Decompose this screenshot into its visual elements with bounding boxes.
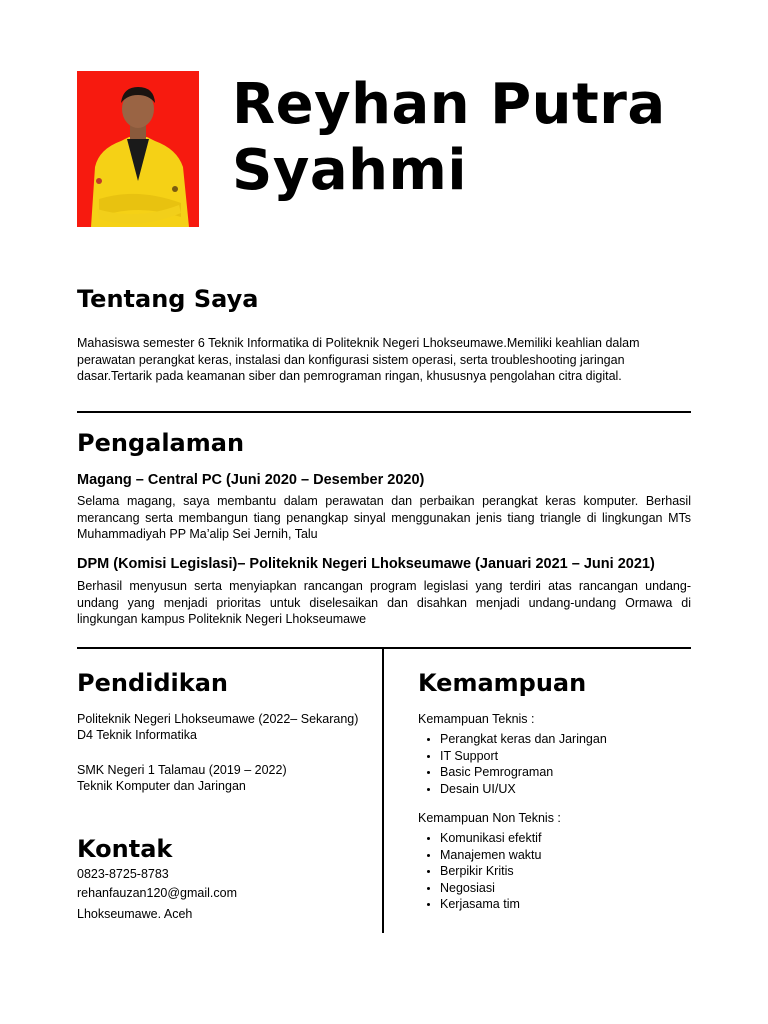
contact-location: Lhokseumawe. Aceh [77, 907, 193, 921]
list-item [418, 731, 607, 748]
list-item [418, 847, 541, 864]
candidate-name [232, 72, 732, 204]
bullet-icon [427, 903, 430, 906]
bullet-icon [427, 771, 430, 774]
skills-heading: Kemampuan [418, 669, 587, 697]
experience-title-2: DPM (Komisi Legislasi)– Politeknik Negeri Lhokseumawe (Januari 2021 – Juni 2021) [77, 556, 655, 572]
skill-label: Negosiasi [440, 880, 495, 895]
list-item [418, 880, 541, 897]
skill-label: Perangkat keras dan Jaringan [440, 732, 607, 746]
non-technical-skills-label: Kemampuan Non Teknis : [418, 811, 561, 825]
profile-photo [77, 71, 199, 227]
name-line-2: Syahmi [232, 138, 468, 203]
bullet-icon [427, 837, 430, 840]
bullet-icon [427, 870, 430, 873]
skill-label: Komunikasi efektif [440, 831, 542, 845]
contact-phone: 0823-8725-8783 [77, 867, 169, 881]
list-item [418, 764, 607, 781]
education-school-2: SMK Negeri 1 Talamau (2019 – 2022) [77, 763, 287, 777]
bullet-icon [427, 788, 430, 791]
name-line-1: Reyhan Putra [232, 72, 666, 137]
bullet-icon [427, 738, 430, 741]
bullet-icon [427, 755, 430, 758]
education-program-1: D4 Teknik Informatika [77, 728, 197, 742]
list-item [418, 863, 541, 880]
skill-label: Desain UI/UX [440, 781, 516, 796]
list-item [418, 781, 607, 798]
list-item [418, 830, 541, 847]
about-text: Mahasiswa semester 6 Teknik Informatika di Politeknik Negeri Lhokseumawe.Memiliki keahlian dalam perawatan perangkat keras, instalasi dan konfigurasi sistem operasi, serta troubleshooting jaringan dasar.Tertarik pada keamanan siber dan pemrograman ringan, khususnya pengolahan citra digital. [77, 336, 640, 383]
education-school-1: Politeknik Negeri Lhokseumawe (2022– Sekarang) [77, 712, 359, 726]
skill-label: Manajemen waktu [440, 847, 542, 862]
experience-description-1: Selama magang, saya membantu dalam perawatan dan perbaikan perangkat keras komputer. Berhasil merancang serta membangun tiang penangkap sinyal menggunakan jenis tiang triangle di lingkungan MTs Muhammadiyah PP Ma’alip Sei Jernih, Talu [77, 494, 691, 541]
divider [77, 411, 691, 413]
bullet-icon [427, 887, 430, 890]
skill-label: IT Support [440, 748, 499, 763]
experience-heading: Pengalaman [77, 429, 245, 457]
non-technical-skills-list [418, 830, 541, 913]
technical-skills-list [418, 731, 607, 797]
experience-description-2: Berhasil menyusun serta menyiapkan rancangan program legislasi yang terdiri atas rancangan undang-undang yang menjadi prioritas untuk diselesaikan dan disahkan menjadi undang-undang Ormawa di lingkungan kampus Politeknik Negeri Lhokseumawe [77, 579, 691, 626]
list-item [418, 896, 541, 913]
list-item [418, 748, 607, 765]
skill-label: Basic Pemrograman [440, 765, 554, 779]
column-divider [382, 649, 384, 933]
divider [77, 647, 691, 649]
about-heading: Tentang Saya [77, 285, 259, 313]
skill-label: Berpikir Kritis [440, 864, 514, 878]
experience-title-1: Magang – Central PC (Juni 2020 – Desember 2020) [77, 472, 425, 488]
technical-skills-label: Kemampuan Teknis : [418, 712, 535, 726]
skill-label: Kerjasama tim [440, 897, 520, 911]
bullet-icon [427, 854, 430, 857]
education-heading: Pendidikan [77, 669, 229, 697]
education-program-2: Teknik Komputer dan Jaringan [77, 779, 246, 793]
person-portrait-icon [77, 71, 199, 227]
contact-email: rehanfauzan120@gmail.com [77, 886, 238, 900]
contact-heading: Kontak [77, 835, 173, 863]
